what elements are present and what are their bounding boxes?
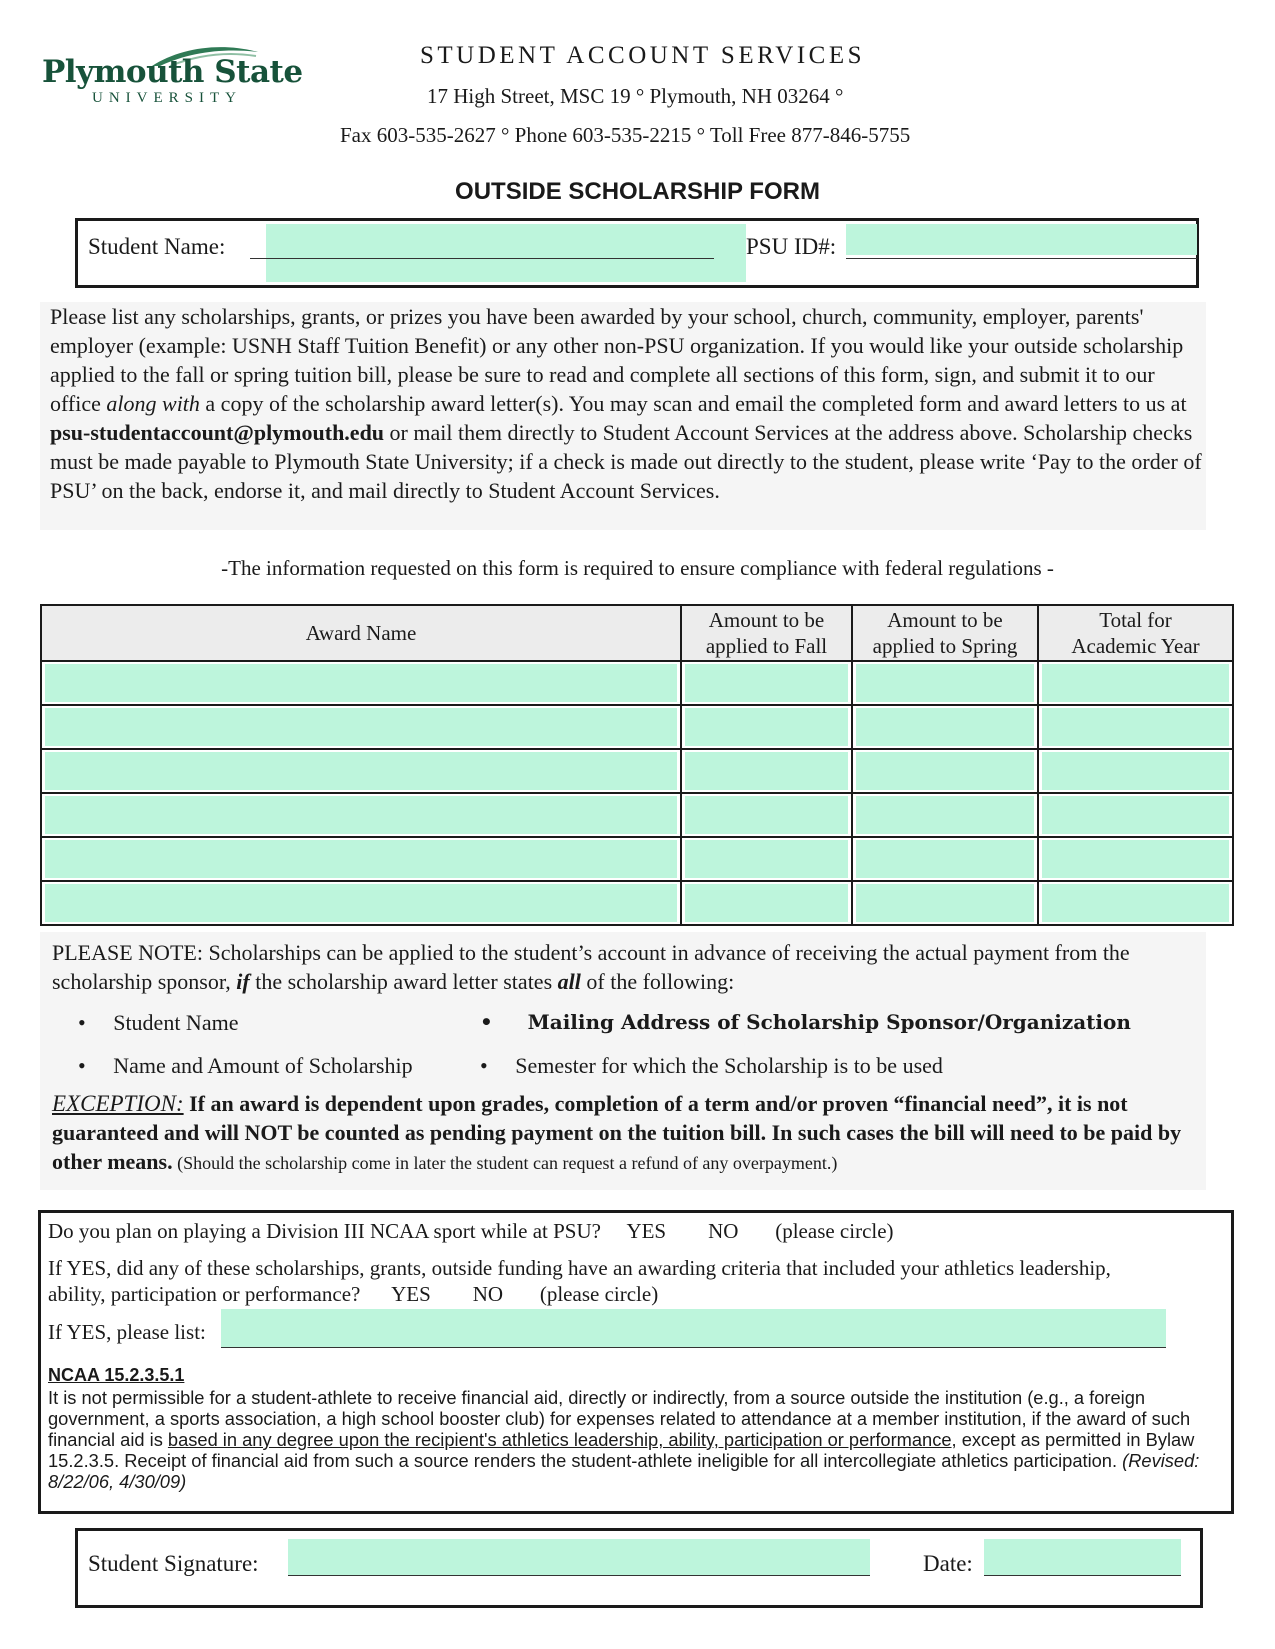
table-row <box>41 749 1233 793</box>
athletics-list-input[interactable] <box>221 1309 1166 1348</box>
award-name-input[interactable] <box>45 664 677 702</box>
q1-no-option[interactable]: NO <box>708 1219 739 1243</box>
table-row <box>41 837 1233 881</box>
all-emphasis: all <box>557 969 581 994</box>
total-amount-input[interactable] <box>1042 796 1229 834</box>
award-table <box>40 604 1234 926</box>
please-note-section <box>40 932 1206 1190</box>
list-item: • Semester for which the Scholarship is to be used <box>480 1053 943 1078</box>
fall-amount-header: Amount to be applied to Fall <box>681 605 852 661</box>
list-label: If YES, please list: <box>48 1320 206 1344</box>
award-name-input[interactable] <box>45 752 677 790</box>
spring-amount-input[interactable] <box>856 752 1034 790</box>
ncaa-question-2-cont: ability, participation or performance? YES NO (please circle) <box>48 1282 659 1306</box>
ncaa-heading: NCAA 15.2.3.5.1 <box>48 1365 185 1385</box>
award-name-input[interactable] <box>45 884 677 922</box>
award-name-input[interactable] <box>45 708 677 746</box>
student-name-input[interactable] <box>250 227 714 259</box>
spring-amount-header: Amount to be applied to Spring <box>852 605 1038 661</box>
contact-email: psu-studentaccount@plymouth.edu <box>50 420 385 445</box>
ncaa-section <box>38 1210 1234 1514</box>
total-amount-input[interactable] <box>1042 752 1229 790</box>
office-phones: Fax 603-535-2627 ° Phone 603-535-2215 ° Toll Free 877-846-5755 <box>340 123 911 147</box>
award-name-input[interactable] <box>45 796 677 834</box>
psu-id-underline <box>846 227 1197 259</box>
fall-amount-input[interactable] <box>685 884 848 922</box>
office-name: STUDENT ACCOUNT SERVICES <box>420 42 866 69</box>
student-name-label: Student Name: <box>88 234 226 259</box>
if-emphasis: if <box>236 969 250 994</box>
intro-text-3: or mail them directly to Student Account Services at the address above. Scholarship checks must be made payable to Plymouth State University; if a check is made out directly to the student, please write ‘Pay to the order of PSU’ on the back, endorse it, and mail directly to Student Account Services. <box>50 420 1202 503</box>
total-amount-input[interactable] <box>1042 664 1229 702</box>
please-note-text: PLEASE NOTE: Scholarships can be applied to the student’s account in advance of receiving the actual payment from the scholarship sponsor, if the scholarship award letter states all of the following: <box>52 940 1130 994</box>
award-table-header <box>41 605 1233 661</box>
q2-yes-option[interactable]: YES <box>391 1282 431 1306</box>
table-row <box>41 793 1233 837</box>
fall-amount-input[interactable] <box>685 752 848 790</box>
date-input[interactable] <box>984 1539 1181 1576</box>
spring-amount-input[interactable] <box>856 664 1034 702</box>
q2-no-option[interactable]: NO <box>472 1282 504 1306</box>
logo-wordmark: Plymouth State <box>42 54 303 90</box>
spring-amount-input[interactable] <box>856 796 1034 834</box>
exception-label: EXCEPTION: <box>52 1091 184 1116</box>
office-address: 17 High Street, MSC 19 ° Plymouth, NH 03264 ° <box>427 84 844 108</box>
logo-university: UNIVERSITY <box>92 90 242 106</box>
total-amount-input[interactable] <box>1042 884 1229 922</box>
instructions-paragraph <box>40 302 1206 530</box>
list-item: • Name and Amount of Scholarship <box>78 1053 413 1078</box>
student-info-box <box>75 218 1199 288</box>
fall-amount-input[interactable] <box>685 664 848 702</box>
signature-box <box>75 1528 1203 1608</box>
award-name-header: Award Name <box>41 605 681 661</box>
ncaa-bylaw-text: It is not permissible for a student-athlete to receive financial aid, directly or indirectly, from a source outside the institution (e.g., a foreign government, a sports association, a high school booster club) for expenses related to attendance at a member institution, if the award of such financial aid is based in any degree upon the recipient's athletics leadership, ability, participation or performance, except as permitted in Bylaw 15.2.3.5. Receipt of financial aid from such a source renders the student-athlete ineligible for all intercollegiate athletics participation. (Revised: 8/22/06, 4/30/09) <box>48 1387 1200 1492</box>
fall-amount-input[interactable] <box>685 708 848 746</box>
total-amount-input[interactable] <box>1042 708 1229 746</box>
table-row <box>41 881 1233 925</box>
form-title: OUTSIDE SCHOLARSHIP FORM <box>455 178 820 205</box>
compliance-notice: -The information requested on this form is required to ensure compliance with federal regulations - <box>221 556 1054 580</box>
psu-id-label: PSU ID#: <box>746 234 837 259</box>
ncaa-question-1: Do you plan on playing a Division III NCAA sport while at PSU? YES NO (please circle) <box>48 1219 894 1243</box>
date-label: Date: <box>923 1551 973 1576</box>
spring-amount-input[interactable] <box>856 884 1034 922</box>
exception-text: EXCEPTION: If an award is dependent upon grades, completion of a term and/or proven “financial need”, it is not guaranteed and will NOT be counted as pending payment on the tuition bill. In such cases the bill will need to be paid by other means. (Should the scholarship come in later the student can request a refund of any overpayment.) <box>52 1091 1182 1174</box>
award-name-input[interactable] <box>45 840 677 878</box>
spring-amount-input[interactable] <box>856 708 1034 746</box>
total-amount-input[interactable] <box>1042 840 1229 878</box>
table-row <box>41 661 1233 705</box>
ncaa-question-2: If YES, did any of these scholarships, grants, outside funding have an awarding criteria that included your athletics leadership, <box>48 1256 1111 1280</box>
signature-input[interactable] <box>288 1539 870 1576</box>
intro-text-1: Please list any scholarships, grants, or prizes you have been awarded by your school, church, community, employer, parents' employer (example: USNH Staff Tuition Benefit) or any other non-PSU organization. If you would like your outside scholarship applied to the fall or spring tuition bill, please be sure to read and complete all sections of this form, sign, and submit it to our office <box>50 304 1184 416</box>
intro-text-2: a copy of the scholarship award letter(s). You may scan and email the completed form and award letters to us at <box>199 391 1187 416</box>
fall-amount-input[interactable] <box>685 796 848 834</box>
spring-amount-input[interactable] <box>856 840 1034 878</box>
total-header: Total for Academic Year <box>1038 605 1233 661</box>
q1-yes-option[interactable]: YES <box>626 1219 667 1243</box>
please-note-label: PLEASE NOTE: <box>52 940 203 965</box>
fall-amount-input[interactable] <box>685 840 848 878</box>
intro-emphasis: along with <box>106 391 200 416</box>
table-row <box>41 705 1233 749</box>
list-item: • Mailing Address of Scholarship Sponsor/Organization <box>480 1010 1131 1034</box>
signature-label: Student Signature: <box>88 1551 259 1576</box>
list-item: • Student Name <box>78 1010 239 1035</box>
